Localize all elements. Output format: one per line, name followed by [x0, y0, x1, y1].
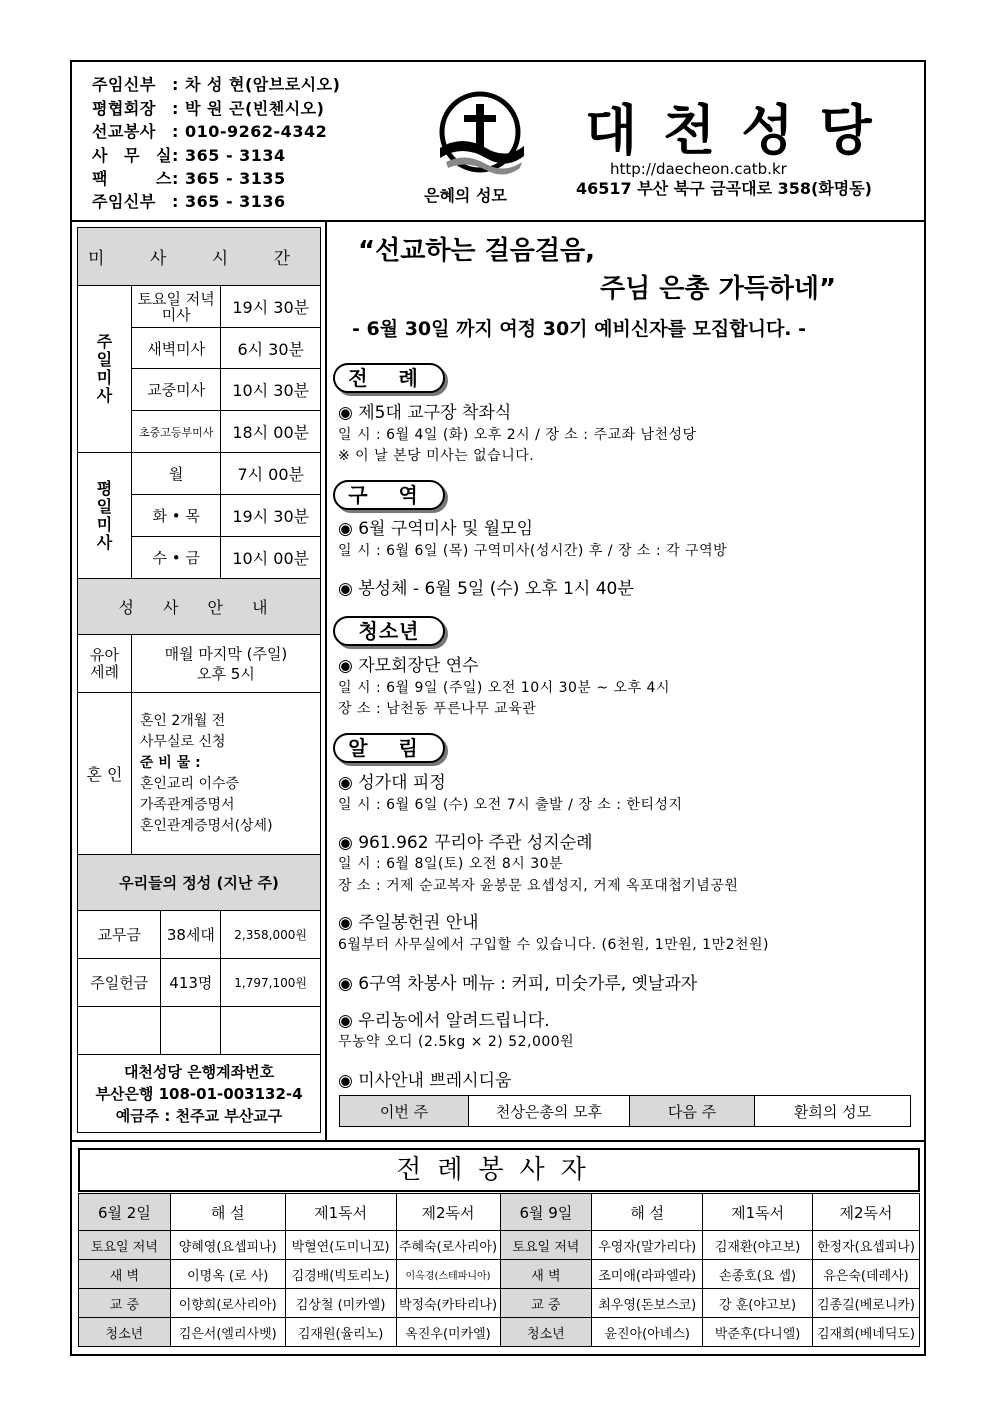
logo-caption: 은혜의 성모	[424, 186, 507, 205]
offering-amount: 2,358,000원	[221, 911, 321, 959]
info-row: 사 무 실: 365 - 3134	[92, 146, 286, 165]
district-item: ◉ 6월 구역미사 및 월모임	[338, 519, 534, 539]
header-cell: 제1독서	[285, 1194, 396, 1231]
server-name: 한정자(요셉피나)	[812, 1231, 919, 1260]
church-url[interactable]: http://daecheon.catb.kr	[610, 160, 787, 178]
servers-table	[78, 1193, 920, 1347]
notice-detail: 6월부터 사무실에서 구입할 수 있습니다. (6천원, 1만원, 1만2천원)	[338, 937, 770, 953]
section-liturgy: 전 례	[333, 363, 445, 393]
empty-cell	[78, 1007, 161, 1055]
header-date: 6월 2일	[79, 1194, 171, 1231]
server-name: 우영자(말가리다)	[592, 1231, 703, 1260]
info-row: 주임신부 : 차 성 현(암브로시오)	[92, 75, 341, 94]
info-row: 팩 스: 365 - 3135	[92, 169, 286, 188]
bank-account: 부산은행 108-01-003132-4	[95, 1084, 303, 1103]
server-name: 강 훈(야고보)	[703, 1289, 813, 1318]
mass-name: 초중고등부미사	[131, 411, 221, 453]
header-cell: 제2독서	[812, 1194, 919, 1231]
mass-name: 수 • 금	[131, 537, 221, 579]
wedding-label: 혼 인	[78, 693, 132, 855]
server-name: 주혜숙(로사리아)	[396, 1231, 500, 1260]
section-notice: 알 림	[333, 733, 445, 763]
sacrament-title: 성 사 안 내	[78, 579, 321, 635]
server-name: 박준후(다니엘)	[703, 1318, 813, 1347]
mass-schedule-table	[77, 227, 321, 911]
church-logo-icon	[432, 90, 532, 180]
header-divider	[70, 220, 926, 222]
bank-info	[78, 1055, 321, 1133]
this-week-value: 천상은총의 모후	[469, 1096, 630, 1127]
notice-detail: 무농약 오디 (2.5kg × 2) 52,000원	[338, 1034, 575, 1050]
server-name: 손종호(요 셉)	[703, 1260, 813, 1289]
baptism-text: 매월 마지막 (주일)	[164, 644, 288, 663]
server-name: 김경배(빅토리노)	[285, 1260, 396, 1289]
server-name: 김재원(율리노)	[285, 1318, 396, 1347]
notice-detail: 일 시 : 6월 8일(토) 오전 8시 30분	[338, 856, 564, 872]
empty-cell	[161, 1007, 221, 1055]
notice-item: ◉ 우리농에서 알려드립니다.	[338, 1011, 550, 1031]
server-name: 유은숙(데레사)	[812, 1260, 919, 1289]
recruit-notice: - 6월 30일 까지 여정 30기 예비신자를 모집합니다. -	[352, 318, 807, 340]
offering-amount: 1,797,100원	[221, 959, 321, 1007]
wedding-line: 가족관계증명서	[139, 796, 235, 813]
bank-title: 대천성당 은행계좌번호	[123, 1062, 275, 1081]
presidium-table	[339, 1095, 911, 1127]
server-name: 양혜영(요셉피나)	[170, 1231, 285, 1260]
youth-item: ◉ 자모회장단 연수	[338, 656, 479, 676]
sunday-mass-label: 주일 미사	[78, 286, 132, 453]
server-name: 김재희(베네딕도)	[812, 1318, 919, 1347]
server-name: 김재환(야고보)	[703, 1231, 813, 1260]
mass-time: 18시 00분	[221, 411, 321, 453]
servers-title: 전례봉사자	[78, 1148, 920, 1192]
info-row: 주임신부 : 365 - 3136	[92, 192, 286, 211]
column-divider	[325, 220, 327, 1140]
notice-item: ◉ 961.962 꾸리아 주관 성지순례	[338, 833, 593, 853]
offering-name: 교무금	[78, 911, 161, 959]
this-week-label: 이번 주	[340, 1096, 469, 1127]
server-name: 이옥경(스테파니아)	[396, 1260, 500, 1289]
notice-item: ◉ 주일봉헌권 안내	[338, 913, 479, 933]
row-label: 토요일 저녁	[500, 1231, 592, 1260]
server-name: 박정숙(카타리나)	[396, 1289, 500, 1318]
headline-line2: 주님 은총 가득하네”	[600, 274, 837, 304]
notice-detail: 장 소 : 거제 순교복자 윤봉문 요셉성지, 거제 옥포대첩기념공원	[338, 878, 739, 894]
row-label: 토요일 저녁	[79, 1231, 171, 1260]
mass-time: 7시 00분	[221, 453, 321, 495]
header-cell: 제1독서	[703, 1194, 813, 1231]
youth-detail: 장 소 : 남천동 푸른나무 교육관	[338, 701, 537, 717]
server-name: 박혈연(도미니꼬)	[285, 1231, 396, 1260]
weekday-mass-label: 평일 미사	[78, 453, 132, 579]
baptism-info	[131, 635, 320, 693]
mass-time: 19시 30분	[221, 286, 321, 328]
row-label: 새 벽	[500, 1260, 592, 1289]
district-detail: 일 시 : 6월 6일 (목) 구역미사(성시간) 후 / 장 소 : 각 구역방	[338, 543, 728, 559]
wedding-line: 혼인 2개월 전	[139, 712, 226, 729]
next-week-value: 환희의 성모	[755, 1096, 911, 1127]
wedding-line: 혼인관계증명서(상세)	[139, 817, 273, 834]
row-label: 청소년	[79, 1318, 171, 1347]
empty-cell	[221, 1007, 321, 1055]
district-item: ◉ 봉성체 - 6월 5일 (수) 오후 1시 40분	[338, 579, 634, 599]
mass-name: 교중미사	[131, 369, 221, 411]
church-address: 46517 부산 북구 금곡대로 358(화명동)	[576, 179, 872, 198]
footer-divider	[70, 1140, 926, 1142]
next-week-label: 다음 주	[630, 1096, 755, 1127]
notice-item: ◉ 성가대 피정	[338, 773, 446, 793]
row-label: 교 중	[500, 1289, 592, 1318]
mass-time: 10시 00분	[221, 537, 321, 579]
row-label: 교 중	[79, 1289, 171, 1318]
server-name: 김상철 (미카엘)	[285, 1289, 396, 1318]
server-name: 이명옥 (로 사)	[170, 1260, 285, 1289]
baptism-text: 오후 5시	[197, 664, 255, 683]
server-name: 이향희(로사리아)	[170, 1289, 285, 1318]
info-row: 선교봉사 : 010-9262-4342	[92, 122, 328, 141]
baptism-label: 유아 세례	[78, 635, 132, 693]
offering-table	[77, 910, 321, 1133]
wedding-info	[131, 693, 320, 855]
liturgy-detail: ※ 이 날 본당 미사는 없습니다.	[338, 448, 535, 464]
server-name: 김종길(베로니카)	[812, 1289, 919, 1318]
header-cell: 해 설	[592, 1194, 703, 1231]
notice-detail: 일 시 : 6월 6일 (수) 오전 7시 출발 / 장 소 : 한티성지	[338, 797, 683, 813]
mass-name: 토요일 저녁미사	[131, 286, 221, 328]
mass-name: 월	[131, 453, 221, 495]
mass-name: 화 • 목	[131, 495, 221, 537]
liturgy-detail: 일 시 : 6월 4일 (화) 오후 2시 / 장 소 : 주교좌 남천성당	[338, 427, 697, 443]
mass-time: 6시 30분	[221, 328, 321, 369]
section-youth: 청소년	[333, 616, 445, 646]
headline-line1: “선교하는 걸음걸음,	[358, 236, 595, 266]
bank-owner: 예금주 : 천주교 부산교구	[115, 1106, 283, 1125]
notice-item: ◉ 미사안내 쁘레시디움	[338, 1071, 512, 1091]
info-row: 평협회장 : 박 원 곤(빈첸시오)	[92, 99, 325, 118]
notice-item: ◉ 6구역 차봉사 메뉴 : 커피, 미숫가루, 옛날과자	[338, 974, 698, 994]
church-title: 대천성당	[585, 99, 898, 162]
wedding-line: 준 비 물 :	[139, 754, 201, 771]
header-date: 6월 9일	[500, 1194, 592, 1231]
liturgy-item: ◉ 제5대 교구장 착좌식	[338, 403, 512, 423]
wedding-line: 사무실로 신청	[139, 733, 226, 750]
server-name: 옥진우(미카엘)	[396, 1318, 500, 1347]
header-cell: 해 설	[170, 1194, 285, 1231]
header-cell: 제2독서	[396, 1194, 500, 1231]
mass-name: 새벽미사	[131, 328, 221, 369]
offering-count: 413명	[161, 959, 221, 1007]
server-name: 최우영(돈보스코)	[592, 1289, 703, 1318]
wedding-line: 혼인교리 이수증	[139, 775, 240, 792]
offering-count: 38세대	[161, 911, 221, 959]
server-name: 윤진아(아녜스)	[592, 1318, 703, 1347]
row-label: 새 벽	[79, 1260, 171, 1289]
mass-schedule-title: 미 사 시 간	[78, 228, 321, 286]
offering-name: 주일헌금	[78, 959, 161, 1007]
mass-time: 19시 30분	[221, 495, 321, 537]
offering-title: 우리들의 정성 (지난 주)	[78, 855, 321, 911]
server-name: 김은서(엘리사벳)	[170, 1318, 285, 1347]
server-name: 조미애(라파엘라)	[592, 1260, 703, 1289]
youth-detail: 일 시 : 6월 9일 (주일) 오전 10시 30분 ~ 오후 4시	[338, 680, 670, 696]
mass-time: 10시 30분	[221, 369, 321, 411]
section-district: 구 역	[333, 480, 445, 510]
row-label: 청소년	[500, 1318, 592, 1347]
